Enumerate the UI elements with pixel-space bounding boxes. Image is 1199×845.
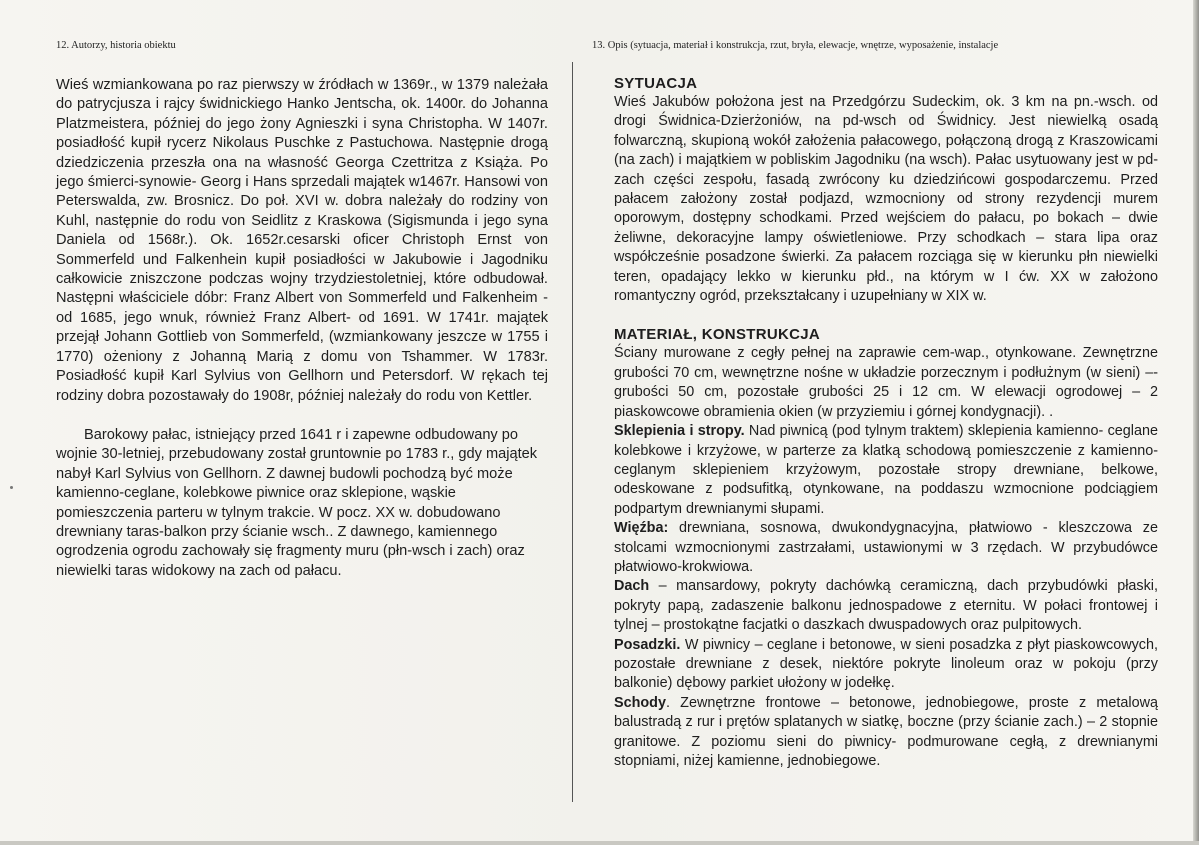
description-column	[614, 74, 1158, 771]
history-paragraph-2: Barokowy pałac, istniejący przed 1641 r i zapewne odbudowany po wojnie 30-letniej, przebudowany został gruntownie po 1783 r., gdy majątek nabył Karl Sylvius von Gellhorn. Z dawnej budowli pochodzą być może kamienno-ceglane, kolebkowe piwnice oraz sklepione, wąskie pomieszczenia parteru w tylnym trakcie. W pocz. XX w. dobudowano drewniany taras-balkon przy ścianie wsch.. Z dawnego, kamiennego ogrodzenia ogrodu zachowały się fragmenty muru (płn-wsch i zach) oraz niewielki taras widokowy na zach od pałacu.	[56, 426, 538, 579]
sklepienia-text: Nad piwnicą (pod tylnym traktem) sklepienia kamienno- ceglane kolebkowe i krzyżowe, w parterze za klatką schodową pomieszczenie z kamienno-ceglanym sklepieniem krzyżowym, pozostałe stropy drewniane, belkowe, odeskowane z podsufitką, otynkowane, na poddaszu wzmocnione podciągiem podpartym drewnianymi słupami.	[614, 423, 1159, 517]
scan-speck	[10, 486, 13, 489]
sklepienia-lead: Sklepienia i stropy.	[614, 423, 745, 440]
history-paragraph-1: Wieś wzmiankowana po raz pierwszy w źródłach w 1369r., w 1379 należała do patrycjusza i rajcy świdnickiego Hanko Jentscha, ok. 1400r. do Johanna Platzmeistera, później do jego żony Agnieszki i syna Christopha. W 1407r. posiadłość kupił rycerz Nikolaus Puschke z Pastuchowa. Następnie drogą dziedziczenia przeszła ona na własność Georga Czettritza z Książa. Po jego śmierci-synowie- Georg i Hans sprzedali majątek w1467r. Hansowi von Peterswalda, zw. Brosnicz. Do poł. XVI w. dobra należały do rodziny von Kuhl, następnie do rodu von Seidlitz z Kraskowa (Sigismunda i jego syna Daniela od 1568r.). Ok. 1652r.cesarski oficer Christoph Ernst von Sommerfeld und Falkenhein kupił posiadłości w Jakubowie i Jagodniku całkowicie zniszczone podczas wojny trzydziestoletniej, które odbudował. Następni właściciele dóbr: Franz Albert von Sommerfeld und Falkenheim - od 1685, jego wnuk, również Franz Albert- od 1691. W 1741r. majątek przejął Johann Gottlieb von Sommerfeld, (wzmiankowany jeszcze w 1755 i 1770) ożeniony z Johanną Marią z domu von Tshammer. W 1783r. Posiadłość kupił Karl Sylvius von Gellhorn und Petersdorf. W rękach tej rodziny dobra pozostawały do 1908r, później należały do rodu von Kettler.	[56, 77, 548, 404]
wiezba-section	[614, 519, 1158, 577]
page-bottom-edge	[0, 841, 1199, 845]
left-page-header: 12. Autorzy, historia obiektu	[56, 40, 176, 51]
dach-text: – mansardowy, pokryty dachówką ceramiczną, dach przybudówki płaski, pokryty papą, zadaszenie balkonu jednospadowe z eternitu. W połaci frontowej i tylnej – prostokątne facjatki o daszkach dwuspadowych oraz pulpitowych.	[614, 578, 1158, 634]
material-heading: MATERIAŁ, KONSTRUKCJA	[614, 326, 821, 344]
schody-lead: Schody	[614, 694, 666, 711]
sytuacja-heading: SYTUACJA	[614, 75, 698, 92]
wiezba-text: drewniana, sosnowa, dwukondygnacyjna, płatwiowo - kleszczowa ze stolcami wzmocnionymi zastrzałami, ustawionymi w 3 rzędach. W przybudówce płatwiowo-krokwiowa.	[614, 520, 1158, 575]
column-divider	[572, 62, 573, 802]
sklepienia-section	[614, 422, 1158, 519]
posadzki-section	[614, 636, 1158, 694]
posadzki-lead: Posadzki.	[614, 636, 681, 653]
posadzki-text: W piwnicy – ceglane i betonowe, w sieni posadzka z płyt piaskowcowych, pozostałe drewniane z desek, niektóre pokryte linoleum oraz w pokoju (przy balkonie) dębowy parkiet ułożony w jodełkę.	[614, 636, 1158, 692]
right-page-header: 13. Opis (sytuacja, materiał i konstrukcja, rzut, bryła, elewacje, wnętrze, wyposażenie, instalacje	[592, 40, 999, 51]
dach-section	[614, 577, 1158, 635]
page-edge-shadow	[1193, 0, 1199, 845]
schody-section	[614, 694, 1158, 772]
material-text: Ściany murowane z cegły pełnej na zaprawie cem-wap., otynkowane. Zewnętrzne grubości 70 cm, wewnętrzne nośne w układzie porzecznym i podłużnym (w sieni) –-grubości 50 cm, pozostałe grubości 25 i 12 cm. W elewacji ogrodowej – 2 piaskowcowe obramienia okien (w przyziemiu i górnej kondygnacji). .	[614, 345, 1158, 420]
history-column	[56, 76, 548, 581]
sytuacja-text: Wieś Jakubów położona jest na Przedgórzu Sudeckim, ok. 3 km na pn.-wsch. od drogi Świdnica-Dzierżoniów, na pd-wsch od Świdnicy. Jest niewielką osadą folwarczną, skupioną wokół założenia pałacowego, połączoną drogą z Kraszowicami (na zach) i majątkiem w pobliskim Jagodniku (na wsch). Pałac usytuowany jest w pd-zach części zespołu, fasadą zwrócony ku dziedzińcowi gospodarczemu. Przed pałacem założony został podjazd, wzmocniony od strony rezydencji murem oporowym, dostępny schodkami. Przed wejściem do pałacu, po bokach – dwie żeliwne, dekoracyjne lampy oświetleniowe. Przy schodkach – stara lipa oraz współcześnie posadzone świerki. Za pałacem rozciąga się w kierunku płn niewielki teren, opadający lekko w kierunku płd., na którym w I ćw. XX w założono romantyczny ogród, przekształcany i uzupełniany w XIX w.	[614, 94, 1158, 305]
dach-lead: Dach	[614, 578, 650, 595]
wiezba-lead: Więźba:	[614, 520, 669, 537]
schody-text: . Zewnętrzne frontowe – betonowe, jednobiegowe, proste z metalową balustradą z rur i prętów splatanych w siatkę, boczne (przy ścianie zach.) – 2 stopnie granitowe. Z poziomu sieni do piwnicy- podmurowane cegłą, z drewnianymi stopniami, niżej kamienne, jednobiegowe.	[614, 694, 1158, 769]
